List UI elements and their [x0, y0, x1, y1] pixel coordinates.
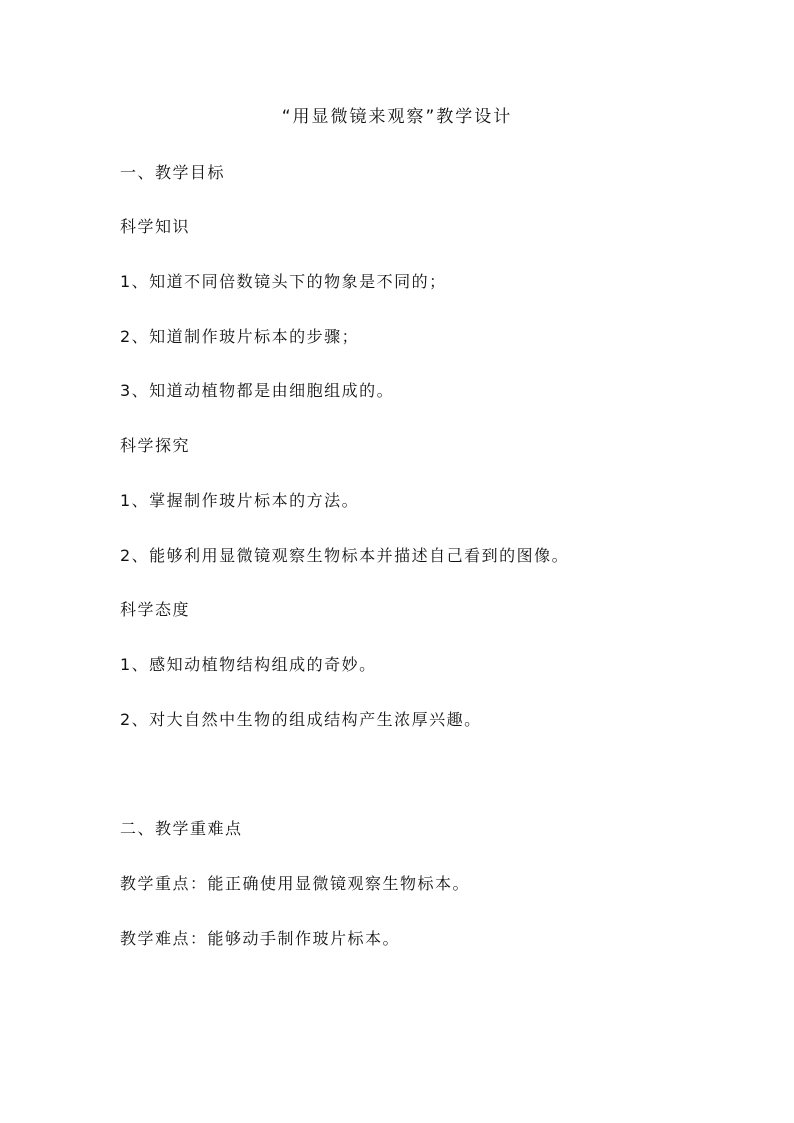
subsection-heading-knowledge: 科学知识 — [120, 217, 191, 236]
inquiry-item-1: 1、掌握制作玻片标本的方法。 — [120, 491, 360, 510]
inquiry-item-2: 2、能够利用显微镜观察生物标本并描述自己看到的图像。 — [120, 546, 570, 565]
key-point-emphasis: 教学重点：能正确使用显微镜观察生物标本。 — [120, 874, 471, 893]
attitude-item-1: 1、感知动植物结构组成的奇妙。 — [120, 655, 377, 674]
knowledge-item-1: 1、知道不同倍数镜头下的物象是不同的； — [120, 272, 447, 291]
section-heading-key-points: 二、教学重难点 — [120, 819, 243, 838]
key-point-difficulty: 教学难点：能够动手制作玻片标本。 — [120, 929, 401, 948]
knowledge-item-2: 2、知道制作玻片标本的步骤； — [120, 327, 360, 346]
attitude-item-2: 2、对大自然中生物的组成结构产生浓厚兴趣。 — [120, 710, 482, 729]
subsection-heading-inquiry: 科学探究 — [120, 436, 191, 455]
knowledge-item-3: 3、知道动植物都是由细胞组成的。 — [120, 381, 395, 400]
subsection-heading-attitude: 科学态度 — [120, 600, 191, 619]
section-heading-objectives: 一、教学目标 — [120, 163, 226, 182]
document-title: “用显微镜来观察”教学设计 — [281, 107, 513, 127]
